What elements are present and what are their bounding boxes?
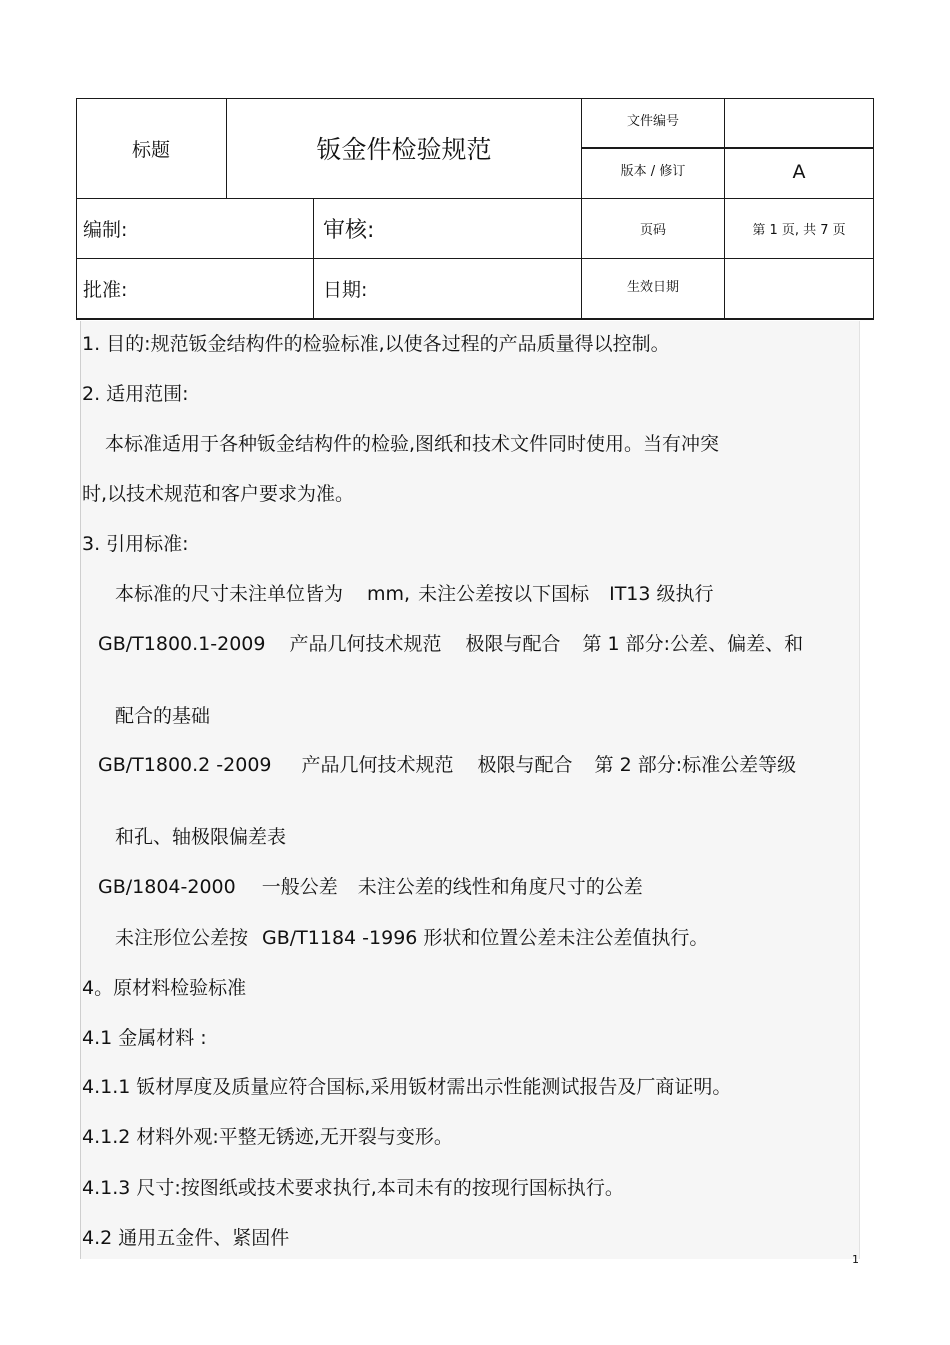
version-label: 版本 / 修订 — [620, 163, 686, 179]
item-4-1-2: 4.1.2 材料外观:平整无锈迹,无开裂与变形。 — [82, 1126, 453, 1148]
content-area — [80, 321, 860, 1259]
item-4-1-3: 4.1.3 尺寸:按图纸或技术要求执行,本司未有的按现行国标执行。 — [82, 1177, 624, 1199]
page-value: 第 1 页, 共 7 页 — [752, 223, 846, 238]
document-title: 钣金件检验规范 — [316, 135, 492, 164]
section-hardware-fasteners: 4.2 通用五金件、紧固件 — [82, 1227, 290, 1249]
reference-gb1800-1-cont: 配合的基础 — [115, 705, 211, 727]
title-label: 标题 — [131, 138, 170, 161]
section-references-heading: 3. 引用标准: — [82, 533, 189, 555]
reviewed-by-label: 审核: — [323, 218, 375, 243]
date-label: 日期: — [323, 279, 368, 301]
page-label: 页码 — [639, 223, 666, 238]
version-value: A — [792, 160, 806, 183]
prepared-by-label: 编制: — [83, 219, 128, 241]
approved-by-label: 批准: — [83, 279, 128, 301]
section-purpose: 1. 目的:规范钣金结构件的检验标准,以使各过程的产品质量得以控制。 — [82, 333, 670, 355]
page-number: 1 — [852, 1253, 859, 1266]
reference-gb1804: GB/1804-2000 一般公差 未注公差的线性和角度尺寸的公差 — [98, 876, 643, 898]
reference-gb1800-1: GB/T1800.1-2009 产品几何技术规范 极限与配合 第 1 部分:公差、偏差、和 — [98, 633, 804, 655]
section-scope-heading: 2. 适用范围: — [82, 383, 189, 405]
reference-gb1800-2: GB/T1800.2 -2009 产品几何技术规范 极限与配合 第 2 部分:标准公差等级 — [98, 754, 797, 776]
effective-date-value — [725, 259, 873, 318]
reference-gb1800-2-cont: 和孔、轴极限偏差表 — [115, 826, 287, 848]
references-intro: 本标准的尺寸未注单位皆为 mm, 未注公差按以下国标 IT13 级执行 — [115, 583, 714, 605]
doc-number-value — [725, 98, 873, 147]
effective-date-label: 生效日期 — [626, 279, 679, 295]
doc-number-label: 文件编号 — [626, 114, 679, 129]
header-table — [76, 98, 874, 319]
item-4-1-1: 4.1.1 钣材厚度及质量应符合国标,采用钣材需出示性能测试报告及厂商证明。 — [82, 1076, 732, 1098]
section-metal-material: 4.1 金属材料 : — [82, 1027, 207, 1049]
scope-paragraph-line2: 时,以技术规范和客户要求为准。 — [82, 483, 355, 505]
section-raw-material-heading: 4。原材料检验标准 — [82, 977, 247, 999]
reference-gb1184: 未注形位公差按 GB/T1184 -1996 形状和位置公差未注公差值执行。 — [115, 927, 709, 949]
scope-paragraph-line1: 本标准适用于各种钣金结构件的检验,图纸和技术文件同时使用。当有冲突 — [105, 433, 720, 455]
